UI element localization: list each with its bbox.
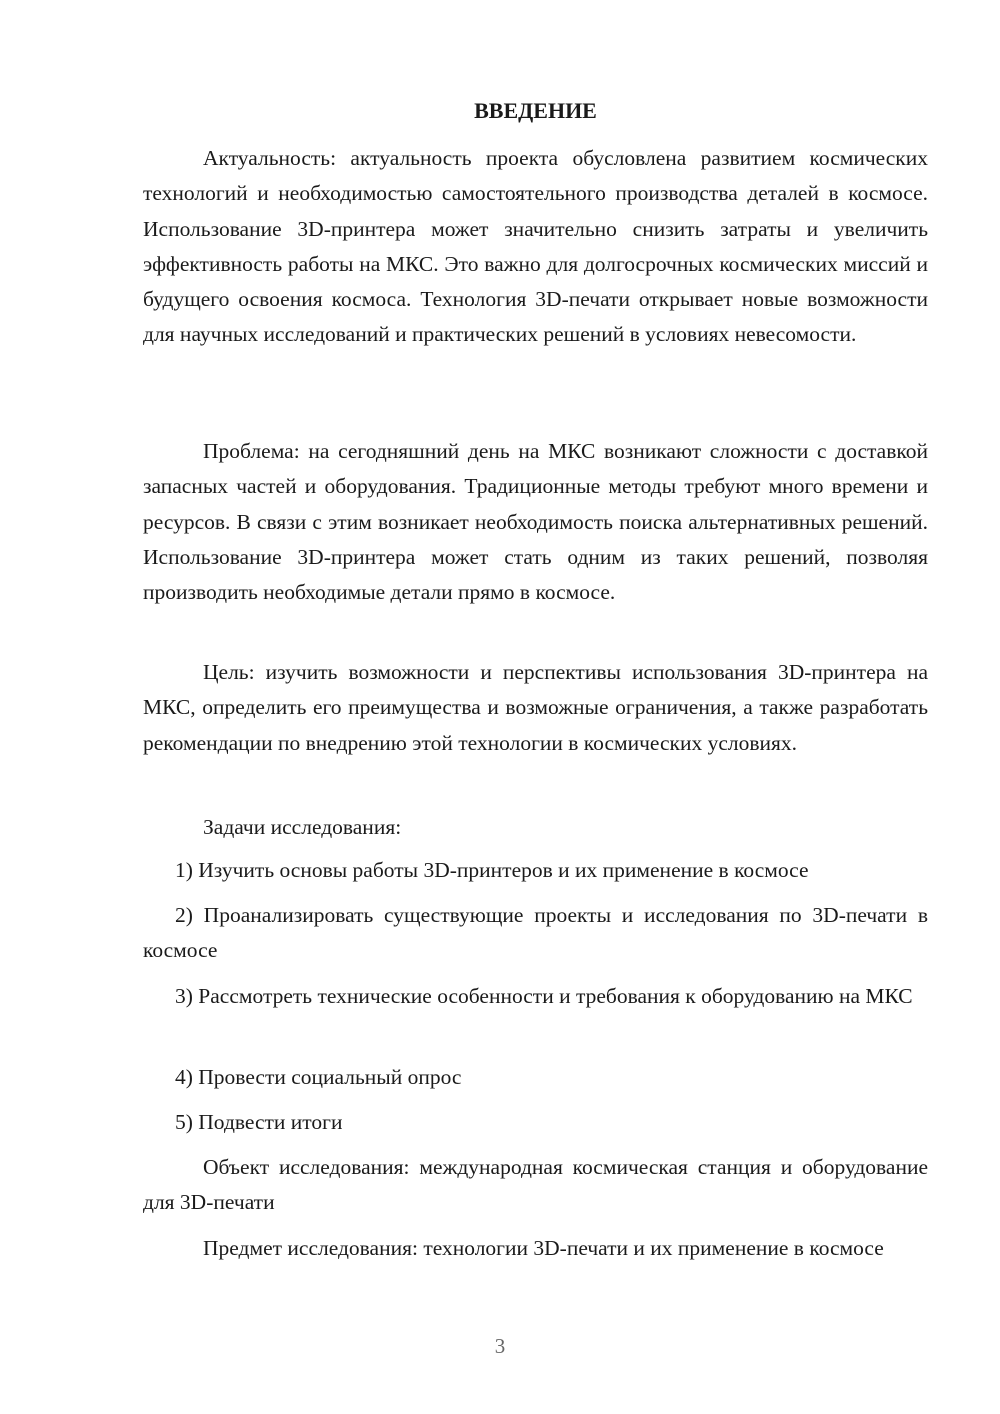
paragraph-problem: Проблема: на сегодняшний день на МКС возникают сложности с доставкой запасных частей и оборудования. Традиционные методы требуют много времени и ресурсов. В связи с этим возникает необходимость поиска альтернативных решений. Использование 3D-принтера может стать одним из таких решений, позволяя производить необходимые детали прямо в космосе. bbox=[143, 439, 928, 605]
paragraph-relevance: Актуальность: актуальность проекта обусловлена развитием космических технологий и необходимостью самостоятельного производства деталей в космосе. Использование 3D-принтера может значительно снизить затраты и увеличить эффективность работы на МКС. Это важно для долгосрочных космических миссий и будущего освоения космоса. Технология 3D-печати открывает новые возможности для научных исследований и практических решений в условиях невесомости. bbox=[143, 146, 928, 347]
paragraph-tasks-heading: Задачи исследования: bbox=[203, 815, 402, 839]
task-item: 5) Подвести итоги bbox=[175, 1110, 343, 1134]
paragraph-object: Объект исследования: международная космическая станция и оборудование для 3D-печати bbox=[143, 1155, 928, 1215]
paragraph-subject: Предмет исследования: технологии 3D-печати и их применение в космосе bbox=[203, 1236, 884, 1260]
task-item: 4) Провести социальный опрос bbox=[175, 1065, 462, 1089]
page-number: 3 bbox=[494, 1334, 506, 1358]
section-title: ВВЕДЕНИЕ bbox=[474, 98, 597, 123]
task-item: 2) Проанализировать существующие проекты и исследования по 3D-печати в космосе bbox=[143, 903, 928, 963]
task-item: 3) Рассмотреть технические особенности и требования к оборудованию на МКС bbox=[175, 984, 913, 1008]
paragraph-goal: Цель: изучить возможности и перспективы использования 3D-принтера на МКС, определить его преимущества и возможные ограничения, а также разработать рекомендации по внедрению этой технологии в космических условиях. bbox=[143, 660, 928, 755]
task-item: 1) Изучить основы работы 3D-принтеров и их применение в космосе bbox=[175, 858, 809, 882]
